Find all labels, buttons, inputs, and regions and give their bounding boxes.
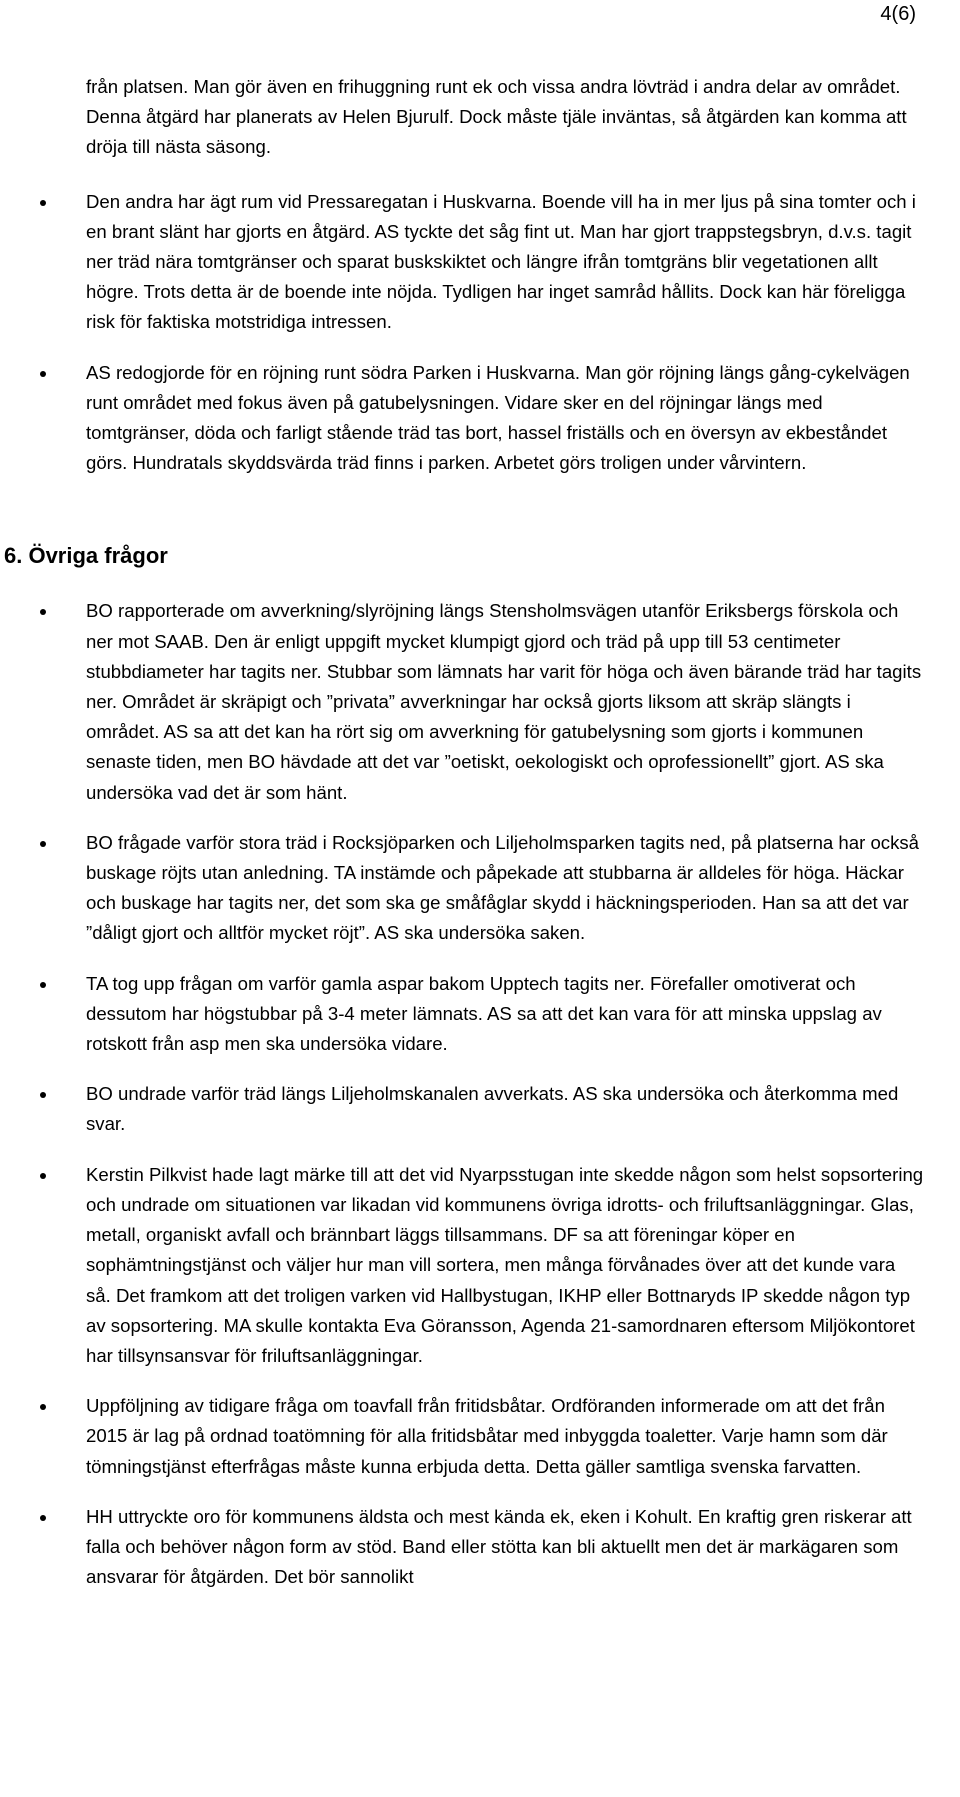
intro-paragraph: från platsen. Man gör även en frihuggning runt ek och vissa andra lövträd i andra delar av området. Denna åtgärd har planerats av Helen Bjurulf. Dock måste tjäle inväntas, så åtgärden kan komma att dröja till nästa säsong. xyxy=(86,76,907,158)
bullet-icon xyxy=(40,1515,46,1521)
bullet-text: Kerstin Pilkvist hade lagt märke till att det vid Nyarpsstugan inte skedde någon som helst sopsortering och undrade om situationen var likadan vid kommunens övriga idrotts- och friluftsanläggningar. Glas, metall, organiskt avfall och brännbart läggs tillsammans. DF sa att föreningar köper en sophämtningstjänst och väljer hur man vill sortera, men många förvånades över att det kunde vara så. Det framkom att det troligen varken vid Hallbystugan, IKHP eller Bottnaryds IP skedde någon typ av sopsortering. MA skulle kontakta Eva Göransson, Agenda 21-samordnaren eftersom Miljökontoret har tillsynsansvar för friluftsanläggningar. xyxy=(86,1163,924,1366)
section6-bullet-list xyxy=(86,596,924,1592)
bullet-text: BO rapporterade om avverkning/slyröjning längs Stensholmsvägen utanför Eriksbergs förskola och ner mot SAAB. Den är enligt uppgift mycket klumpigt gjord och träd på upp till 53 centimeter stubbdiameter har tagits ner. Stubbar som lämnats har varit för höga och även bärande träd har tagits ner. Området är skräpigt och ”privata” avverkningar har också gjorts liksom att skräp slängts i området. AS sa att det kan ha rört sig om avverkning för gatubelysning som gjorts i kommunen senaste tiden, men BO hävdade att det var ”oetiskt, oekologiskt och oprofessionellt” gjort. AS ska undersöka vad det är som hänt. xyxy=(86,600,922,803)
bullet-item xyxy=(86,1391,924,1482)
page-number: 4(6) xyxy=(880,3,916,25)
bullet-text: HH uttryckte oro för kommunens äldsta och mest kända ek, eken i Kohult. En kraftig gren riskerar att falla och behöver någon form av stöd. Band eller stötta kan bli aktuellt men det är markägaren som ansvarar för åtgärden. Det bör sannolikt xyxy=(86,1505,912,1588)
bullet-icon xyxy=(40,371,46,377)
bullet-icon xyxy=(40,200,46,206)
document-body xyxy=(4,72,924,1592)
bullet-icon xyxy=(40,841,46,847)
bullet-icon xyxy=(40,982,46,988)
bullet-item xyxy=(86,828,924,949)
bullet-text: BO frågade varför stora träd i Rocksjöparken och Liljeholmsparken tagits ned, på platserna har också buskage röjts utan anledning. TA instämde och påpekade att stubbarna är alldeles för höga. Häckar och buskage har tagits ner, det som ska ge småfåglar skydd i häckningsperioden. Han sa att det var ”dåligt gjort och alltför mycket röjt”. AS ska undersöka saken. xyxy=(86,831,920,944)
bullet-item xyxy=(86,1502,924,1593)
bullet-text: TA tog upp frågan om varför gamla aspar bakom Upptech tagits ner. Förefaller omotiverat och dessutom har högstubbar på 3-4 meter lämnats. AS sa att det kan vara för att minska uppslag av rotskott från asp men ska undersöka vidare. xyxy=(86,972,882,1055)
bullet-item xyxy=(86,358,924,479)
bullet-icon xyxy=(40,1092,46,1098)
bullet-item xyxy=(86,187,924,338)
bullet-icon xyxy=(40,1404,46,1410)
section-heading: 6. Övriga frågor xyxy=(4,543,168,569)
bullet-item xyxy=(86,969,924,1060)
bullet-item xyxy=(86,596,924,807)
bullet-text: AS redogjorde för en röjning runt södra Parken i Huskvarna. Man gör röjning längs gång-cykelvägen runt området med fokus även på gatubelysningen. Vidare sker en del röjningar längs med tomtgränser, döda och farligt stående träd tas bort, hassel friställs och en översyn av ekbeståndet görs. Hundratals skyddsvärda träd finns i parken. Arbetet görs troligen under vårvintern. xyxy=(86,361,910,474)
bullet-text: BO undrade varför träd längs Liljeholmskanalen avverkats. AS ska undersöka och återkomma med svar. xyxy=(86,1083,899,1135)
bullet-icon xyxy=(40,609,46,615)
bullet-text: Uppföljning av tidigare fråga om toavfall från fritidsbåtar. Ordföranden informerade om att det från 2015 är lag på ordnad toatömning för alla fritidsbåtar med inbyggda toaletter. Varje hamn som där tömningstjänst efterfrågas måste kunna erbjuda detta. Detta gäller samtliga svenska farvatten. xyxy=(86,1395,888,1477)
bullet-text: Den andra har ägt rum vid Pressaregatan i Huskvarna. Boende vill ha in mer ljus på sina tomter och i en brant slänt har gjorts en åtgärd. AS tyckte det såg fint ut. Man har gjort trappstegsbryn, d.v.s. tagit ner träd nära tomtgränser och sparat buskskiktet och längre ifrån tomtgräns blir vegetationen allt högre. Trots detta är de boende inte nöjda. Tydligen har inget samråd hållits. Dock kan här föreligga risk för faktiska motstridiga intressen. xyxy=(86,190,916,333)
bullet-icon xyxy=(40,1173,46,1179)
section5-bullet-list xyxy=(86,187,924,479)
bullet-item xyxy=(86,1079,924,1139)
bullet-item xyxy=(86,1160,924,1371)
